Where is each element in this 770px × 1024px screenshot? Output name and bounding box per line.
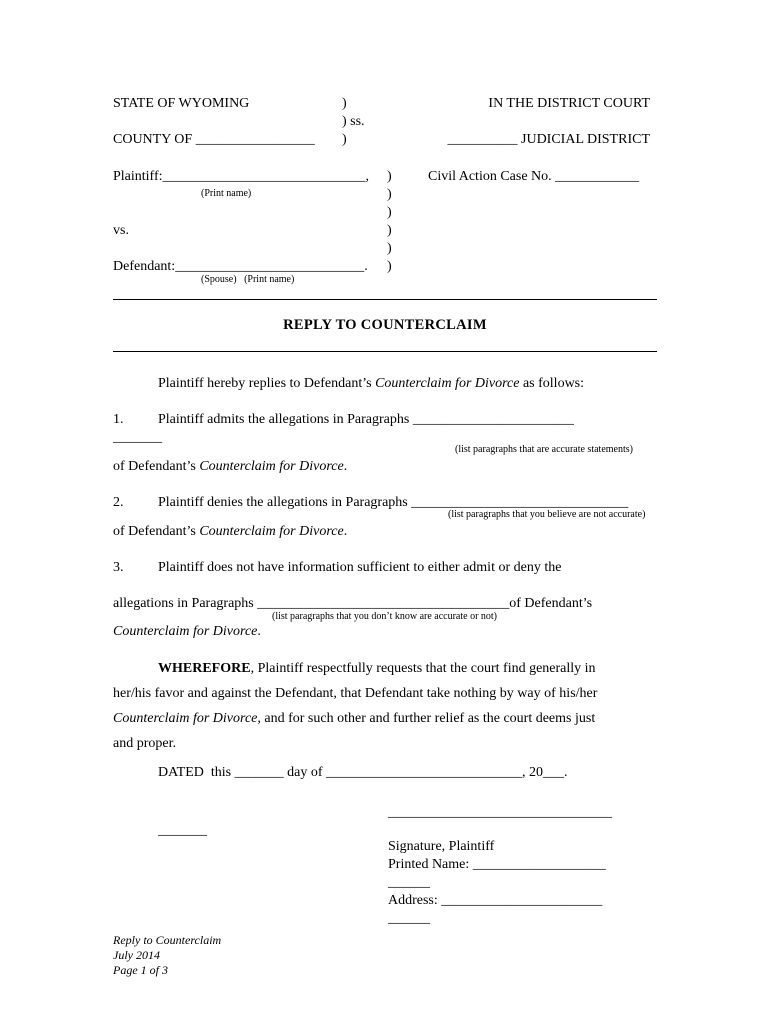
signature-label: Signature, Plaintiff [388, 839, 495, 854]
item3-text: Plaintiff does not have information sufficient to either admit or deny the [158, 560, 562, 575]
plaintiff-name-field[interactable]: _____________________________ [162, 169, 366, 184]
item1-number: 1. [113, 412, 124, 427]
case-number-field[interactable]: ____________ [555, 169, 640, 184]
item3-line2-pre: allegations in Paragraphs [113, 596, 258, 611]
dated-period: . [564, 765, 568, 780]
wherefore-word: WHEREFORE [158, 661, 251, 676]
dated-month-field[interactable]: ____________________________ [326, 765, 523, 780]
printed-name-field-2[interactable]: ______ [388, 875, 430, 890]
item1-paragraphs-field[interactable]: _______________________ [412, 412, 574, 427]
defendant-line [113, 258, 368, 275]
caption-paren-6: ) [387, 223, 392, 238]
item2-note: (list paragraphs that you believe are not accurate) [448, 509, 646, 520]
judicial-district-blank-field[interactable]: __________ [447, 132, 518, 147]
caption-paren-7: ) [387, 241, 392, 256]
address-label: Address: [388, 893, 442, 908]
caption-paren-3: ) [387, 169, 392, 184]
defendant-notes [201, 274, 294, 286]
case-number-line [428, 168, 639, 185]
item3-number: 3. [113, 560, 124, 575]
note-gap [237, 274, 245, 285]
plaintiff-print-name-note: (Print name) [201, 188, 252, 199]
item3-tail [113, 623, 261, 640]
item2-tail-pre: of Defendant’s [113, 524, 200, 539]
wherefore-line3-italic: Counterclaim for Divorce [113, 711, 258, 726]
item2-number: 2. [113, 495, 124, 510]
judicial-district-line [448, 131, 650, 148]
item1-line1 [113, 411, 574, 428]
left-stray-blank[interactable] [158, 822, 207, 839]
judicial-district-label: JUDICIAL DISTRICT [517, 132, 650, 147]
item2-tail-post: . [343, 524, 348, 539]
footer-form-name: Reply to Counterclaim [113, 933, 222, 947]
item1-paragraphs-field-2[interactable]: _______ [113, 430, 162, 445]
item1-tail-pre: of Defendant’s [113, 459, 200, 474]
intro-italic: Counterclaim for Divorce [375, 376, 520, 391]
county-line [113, 131, 315, 148]
state-label: STATE OF WYOMING [113, 96, 250, 111]
intro-pre: Plaintiff hereby replies to Defendant’s [158, 376, 376, 391]
dated-line [158, 764, 568, 781]
district-court-label: IN THE DISTRICT COURT [488, 96, 650, 111]
divider-under-title [113, 351, 657, 352]
dated-day-field[interactable]: _______ [234, 765, 284, 780]
item3-line1 [113, 559, 561, 576]
caption-paren-2: ) [342, 132, 347, 147]
item3-note: (list paragraphs that you don’t know are accurate or not) [272, 611, 498, 622]
item1-blank-continuation[interactable] [113, 429, 162, 446]
dated-comma-20: , 20 [522, 765, 544, 780]
signature-line[interactable]: ________________________________ [388, 805, 612, 820]
wherefore-line1 [158, 660, 596, 677]
defendant-period: . [364, 259, 368, 274]
case-number-label: Civil Action Case No. [428, 169, 556, 184]
plaintiff-comma: , [365, 169, 370, 184]
county-label: COUNTY OF [113, 132, 196, 147]
item2-text: Plaintiff denies the allegations in Paragraphs [158, 495, 412, 510]
signature-line-field[interactable] [388, 804, 612, 821]
dated-label: DATED this [158, 765, 235, 780]
caption-paren-5: ) [387, 205, 392, 220]
address-continuation[interactable] [388, 910, 430, 927]
document-title: REPLY TO COUNTERCLAIM [283, 317, 487, 333]
wherefore-line3 [113, 710, 595, 727]
caption-paren-ss: ) ss. [342, 114, 365, 129]
defendant-name-field[interactable]: ___________________________ [175, 259, 365, 274]
plaintiff-label: Plaintiff: [113, 169, 163, 184]
left-stray-blank-field[interactable]: _______ [158, 823, 207, 838]
item1-text: Plaintiff admits the allegations in Paragraphs [158, 412, 413, 427]
wherefore-line4: and proper. [113, 736, 176, 751]
address-field[interactable]: _______________________ [441, 893, 603, 908]
item2-tail-italic: Counterclaim for Divorce [199, 524, 344, 539]
item1-tail-italic: Counterclaim for Divorce [199, 459, 344, 474]
caption-paren-4: ) [387, 187, 392, 202]
defendant-print-name-note: (Print name) [244, 274, 295, 285]
wherefore-line1-rest: , Plaintiff respectfully requests that the court find generally in [250, 661, 596, 676]
item1-note: (list paragraphs that are accurate statements) [455, 444, 633, 455]
item3-tail-italic: Counterclaim for Divorce [113, 624, 258, 639]
item3-line2-post: of Defendant’s [509, 596, 593, 611]
dated-year-field[interactable]: ___ [543, 765, 565, 780]
county-blank-field[interactable]: _________________ [195, 132, 315, 147]
vs-label: vs. [113, 223, 129, 238]
wherefore-line2: her/his favor and against the Defendant, that Defendant take nothing by way of his/her [113, 686, 598, 701]
printed-name-label: Printed Name: [388, 857, 473, 872]
item1-tail-post: . [343, 459, 348, 474]
footer-page-number: Page 1 of 3 [113, 963, 168, 977]
printed-name-continuation[interactable] [388, 874, 430, 891]
address-field-2[interactable]: ______ [388, 911, 430, 926]
item2-tail [113, 523, 347, 540]
spouse-note: (Spouse) [201, 274, 237, 285]
printed-name-field[interactable]: ___________________ [472, 857, 606, 872]
wherefore-line3-rest: , and for such other and further relief as the court deems just [257, 711, 596, 726]
item3-tail-post: . [257, 624, 261, 639]
footer-form-date: July 2014 [113, 948, 160, 962]
intro-line [158, 375, 584, 392]
caption-paren-1: ) [342, 96, 347, 111]
address-line [388, 892, 602, 909]
item2-paragraphs-field[interactable]: _______________________________ [411, 495, 629, 510]
defendant-label: Defendant: [113, 259, 176, 274]
printed-name-line [388, 856, 606, 873]
plaintiff-line [113, 168, 369, 185]
dated-mid: day of [283, 765, 327, 780]
item3-line2 [113, 595, 592, 612]
intro-post: as follows: [519, 376, 585, 391]
item3-paragraphs-field[interactable]: ____________________________________ [257, 596, 510, 611]
divider-top [113, 299, 657, 300]
caption-paren-8: ) [387, 259, 392, 274]
item1-tail [113, 458, 347, 475]
